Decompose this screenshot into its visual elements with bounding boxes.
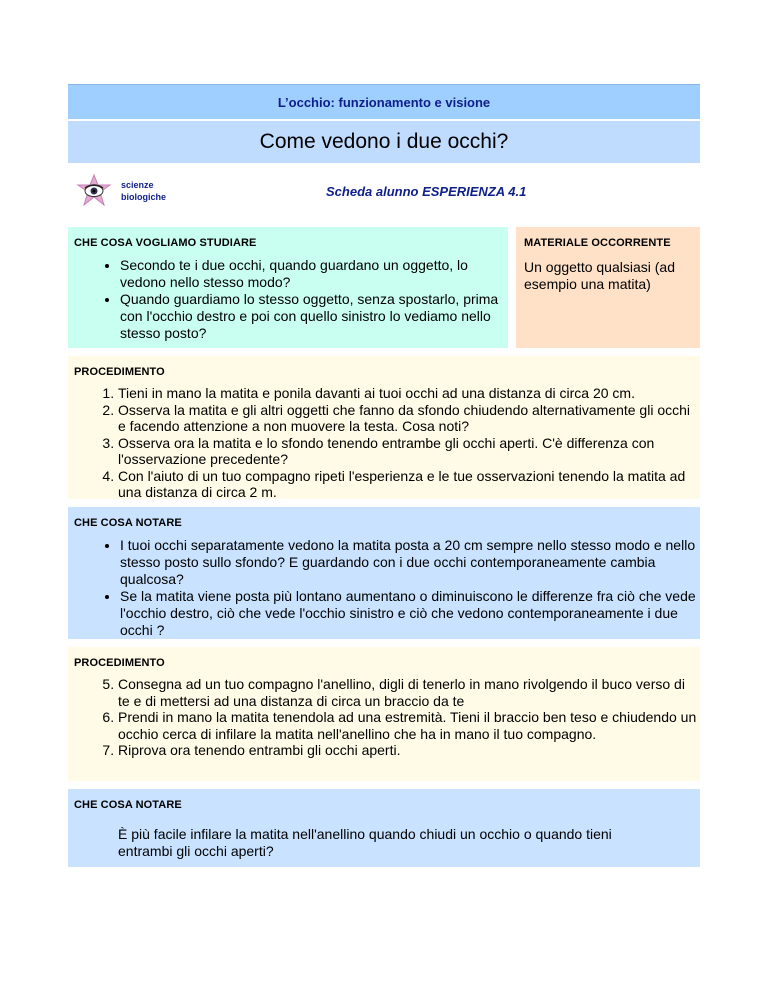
list-item: 7. Riprova ora tenendo entrambi gli occhi aperti.: [118, 742, 700, 759]
materials-text: Un oggetto qualsiasi (ad esempio una matita): [524, 259, 675, 292]
list-item: 6. Prendi in mano la matita tenendola ad una estremità. Tieni il braccio ben teso e chiudendo un occhio cerca di infilare la matita nell'anellino che ha in mano il tuo compagno.: [118, 709, 700, 742]
list-item: 5. Consegna ad un tuo compagno l'anellino, digli di tenerlo in mano rivolgendo il buco verso di te e di mettersi ad una distanza di circa un braccio da te: [118, 676, 700, 709]
list-item: • Quando guardiamo lo stesso oggetto, senza spostarlo, prima con l'occhio destro e poi con quello sinistro lo vediamo nello stesso posto?: [120, 291, 508, 342]
study-label: CHE COSA VOGLIAMO STUDIARE: [74, 237, 257, 249]
list-item: 4. Con l'aiuto di un tuo compagno ripeti l'esperienza e le tue osservazioni tenendo la matita ad una distanza di circa 2 m.: [118, 468, 700, 501]
notes-label: CHE COSA NOTARE: [74, 517, 182, 529]
notes-section-2: [68, 789, 700, 867]
logo-text: [121, 179, 166, 203]
list-item: • Se la matita viene posta più lontano aumentano o diminuiscono le differenze fra ciò che vede l'occhio destro, ciò che vede l'occhio sinistro e ciò che vedono contemporaneamente i due occhi ?: [120, 588, 700, 639]
procedure-label: PROCEDIMENTO: [74, 366, 165, 378]
worksheet: [68, 84, 700, 867]
list-item: 2. Osserva la matita e gli altri oggetti che fanno da sfondo chiudendo alternativamente gli occhi e facendo attenzione a non muovere la testa. Cosa noti?: [118, 402, 700, 435]
list-item: • I tuoi occhi separatamente vedono la matita posta a 20 cm sempre nello stesso modo e nello stesso posto sullo sfondo? E guardando con i due occhi contemporaneamente cambia qualcosa?: [120, 537, 700, 588]
page-title: Come vedono i due occhi?: [68, 121, 700, 163]
header-subtitle: L’occhio: funzionamento e visione: [68, 84, 700, 119]
study-box: [68, 227, 508, 348]
procedure-list-1: [68, 385, 700, 501]
procedure-section-1: [68, 356, 700, 499]
notes-list-1: [68, 537, 700, 639]
notes-question: È più facile infilare la matita nell'anellino quando chiudi un occhio o quando tieni entrambi gli occhi aperti?: [118, 826, 612, 859]
procedure-label: PROCEDIMENTO: [74, 657, 165, 669]
study-list: [68, 257, 508, 342]
materials-label: MATERIALE OCCORRENTE: [524, 237, 671, 249]
procedure-section-2: [68, 647, 700, 781]
materials-box: [516, 227, 700, 348]
study-materials-row: [68, 227, 700, 348]
eye-icon: [76, 173, 112, 209]
list-item: • Secondo te i due occhi, quando guardano un oggetto, lo vedono nello stesso modo?: [120, 257, 508, 291]
logo-line-2: biologiche: [121, 192, 166, 202]
scheda-title: Scheda alunno ESPERIENZA 4.1: [326, 184, 527, 199]
list-item: 3. Osserva ora la matita e lo sfondo tenendo entrambe gli occhi aperti. C'è differenza con l'osservazione precedente?: [118, 435, 700, 468]
logo-line-1: scienze: [121, 180, 154, 190]
notes-section-1: [68, 507, 700, 639]
procedure-list-2: [68, 676, 700, 759]
sub-header: [68, 171, 700, 217]
list-item: 1. Tieni in mano la matita e ponila davanti ai tuoi occhi ad una distanza di circa 20 cm.: [118, 385, 700, 402]
notes-label: CHE COSA NOTARE: [74, 799, 182, 811]
